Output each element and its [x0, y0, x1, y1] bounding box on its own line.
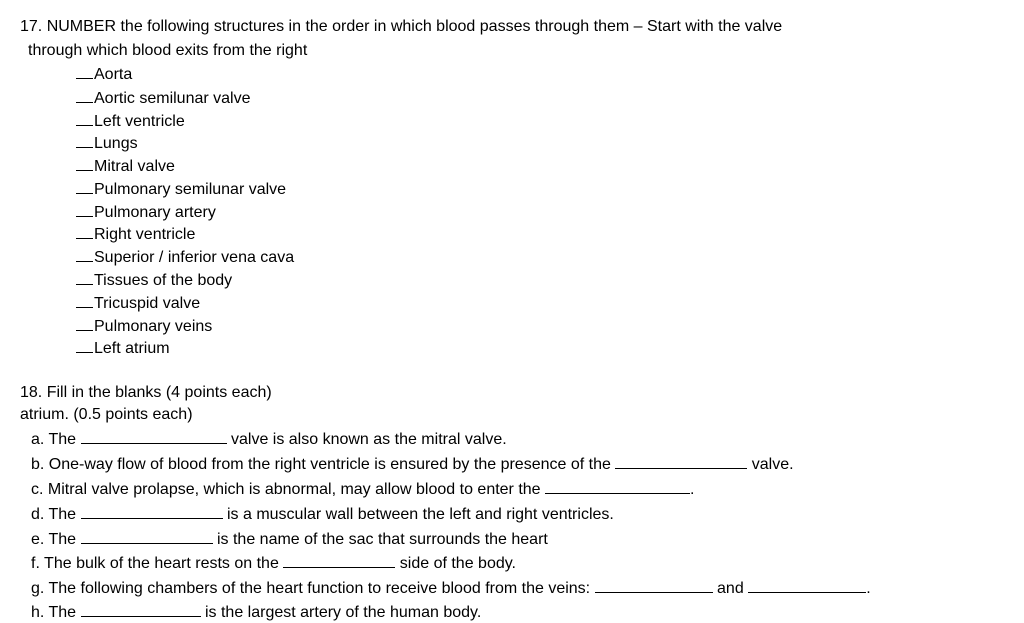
q18-item-d: d. The is a muscular wall between the left and right ventricles.	[31, 503, 614, 525]
q18-heading: 18. Fill in the blanks (4 points each)	[20, 384, 272, 401]
answer-blank[interactable]	[76, 246, 93, 262]
list-item: Lungs	[76, 132, 138, 154]
answer-blank[interactable]	[76, 132, 93, 148]
answer-blank[interactable]	[76, 223, 93, 239]
list-item: Aorta	[76, 63, 132, 85]
q18-subheading: atrium. (0.5 points each)	[20, 406, 193, 423]
q18-item-a: a. The valve is also known as the mitral valve.	[31, 428, 507, 450]
q18-item-c: c. Mitral valve prolapse, which is abnormal, may allow blood to enter the .	[31, 478, 694, 500]
answer-blank[interactable]	[76, 292, 93, 308]
q17-heading-cont: through which blood exits from the right	[28, 42, 308, 59]
q18-item-h: h. The is the largest artery of the human body.	[31, 601, 481, 623]
answer-blank[interactable]	[615, 453, 747, 469]
list-item: Superior / inferior vena cava	[76, 246, 294, 268]
answer-blank[interactable]	[76, 315, 93, 331]
list-item: Mitral valve	[76, 155, 175, 177]
q18-item-e: e. The is the name of the sac that surrounds the heart	[31, 528, 548, 550]
list-item: Left atrium	[76, 337, 170, 359]
answer-blank[interactable]	[76, 110, 93, 126]
q18-item-g: g. The following chambers of the heart function to receive blood from the veins: and .	[31, 577, 871, 599]
answer-blank[interactable]	[545, 478, 690, 494]
answer-blank[interactable]	[81, 528, 213, 544]
answer-blank[interactable]	[81, 503, 223, 519]
list-item: Pulmonary semilunar valve	[76, 178, 286, 200]
answer-blank[interactable]	[76, 155, 93, 171]
answer-blank[interactable]	[283, 552, 395, 568]
list-item: Tricuspid valve	[76, 292, 200, 314]
list-item: Tissues of the body	[76, 269, 232, 291]
list-item: Right ventricle	[76, 223, 195, 245]
list-item: Pulmonary veins	[76, 315, 212, 337]
answer-blank[interactable]	[81, 601, 201, 617]
answer-blank[interactable]	[76, 63, 93, 79]
q17-heading: 17. NUMBER the following structures in the order in which blood passes through them – Start with the valve	[20, 18, 783, 35]
answer-blank[interactable]	[76, 87, 93, 103]
answer-blank[interactable]	[81, 428, 227, 444]
list-item: Pulmonary artery	[76, 201, 216, 223]
answer-blank[interactable]	[748, 577, 866, 593]
answer-blank[interactable]	[76, 337, 93, 353]
answer-blank[interactable]	[76, 269, 93, 285]
list-item: Aortic semilunar valve	[76, 87, 251, 109]
answer-blank[interactable]	[76, 201, 93, 217]
answer-blank[interactable]	[76, 178, 93, 194]
answer-blank[interactable]	[595, 577, 713, 593]
q18-item-b: b. One-way flow of blood from the right ventricle is ensured by the presence of the valve.	[31, 453, 794, 475]
list-item: Left ventricle	[76, 110, 185, 132]
q18-item-f: f. The bulk of the heart rests on the side of the body.	[31, 552, 516, 574]
